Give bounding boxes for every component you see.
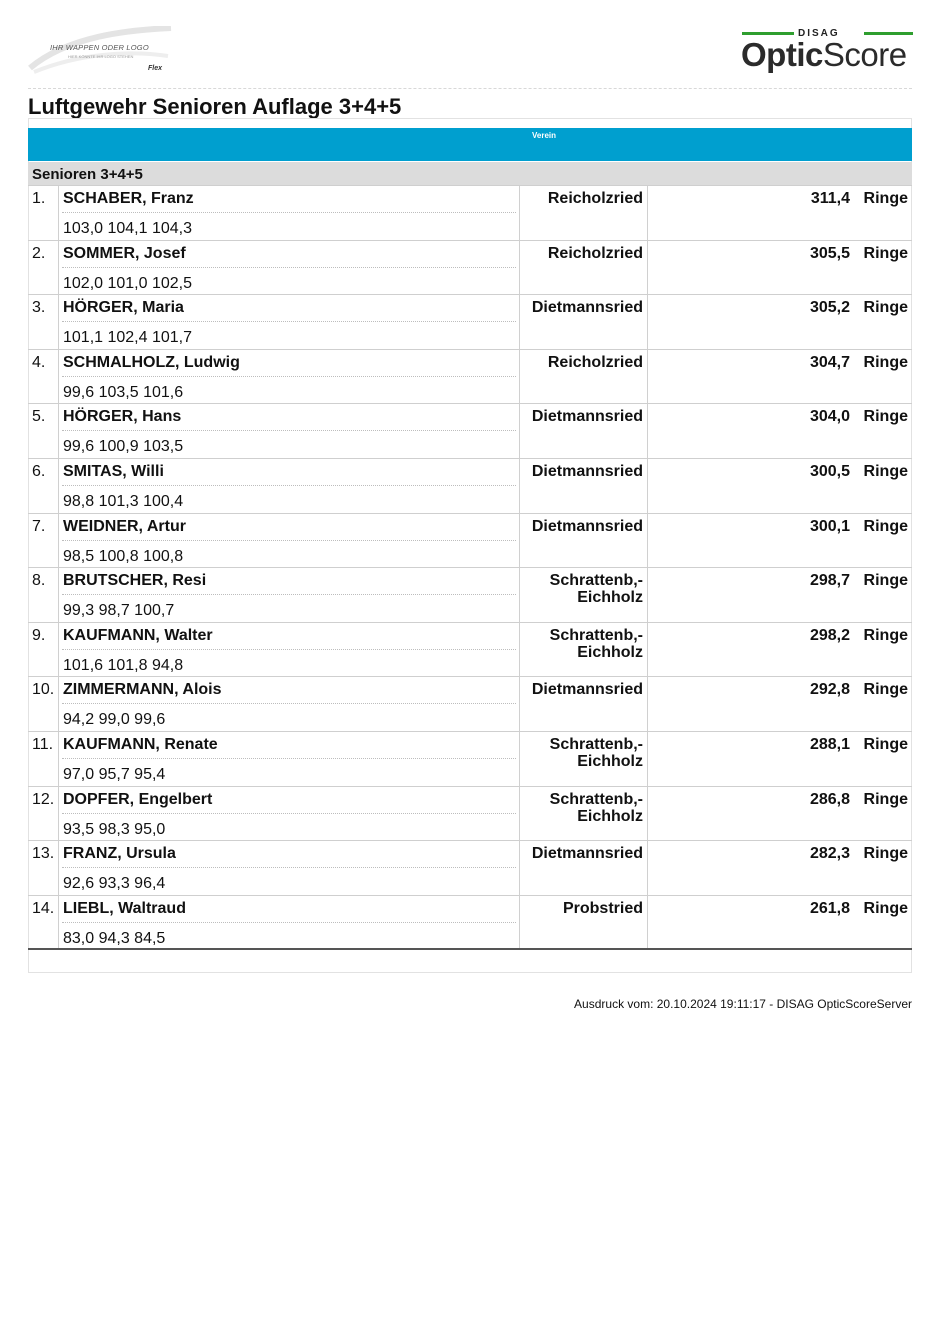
total-score: 292,8 — [809, 681, 850, 699]
shooter-name: KAUFMANN, Walter — [63, 626, 213, 644]
shooter-name: SMITAS, Willi — [63, 462, 164, 480]
score-unit: Ringe — [863, 845, 908, 863]
club-name: Probstried — [562, 899, 643, 917]
shooter-name: KAUFMANN, Renate — [63, 735, 218, 753]
score-cell — [648, 186, 912, 240]
dotted-separator — [62, 649, 516, 650]
print-footer: Ausdruck vom: 20.10.2024 19:11:17 - DISAG OpticScoreServer — [574, 997, 912, 1011]
total-score: 298,7 — [809, 572, 850, 590]
rank: 8. — [32, 572, 46, 590]
rank: 10. — [32, 681, 55, 699]
shooter-cell — [59, 514, 520, 568]
club-cell — [520, 677, 648, 731]
score-unit: Ringe — [863, 790, 908, 808]
shooter-cell — [59, 677, 520, 731]
club-cell — [520, 787, 648, 841]
score-cell — [648, 677, 912, 731]
score-cell — [648, 896, 912, 949]
rank: 7. — [32, 517, 46, 535]
table-row — [28, 186, 912, 241]
club-name: Reicholzried — [547, 353, 643, 371]
rank-cell — [28, 404, 59, 458]
table-row — [28, 350, 912, 405]
rank-cell — [28, 295, 59, 349]
score-cell — [648, 459, 912, 513]
club-cell — [520, 295, 648, 349]
club-name: Schrattenb,- Eichholz — [549, 572, 643, 607]
total-score: 305,2 — [809, 299, 850, 317]
disag-opticscore-logo — [740, 28, 915, 76]
total-score: 286,8 — [809, 790, 850, 808]
club-name: Dietmannsried — [531, 845, 643, 863]
series-scores: 92,6 93,3 96,4 — [63, 875, 166, 893]
shooter-name: WEIDNER, Artur — [63, 517, 186, 535]
club-cell — [520, 186, 648, 240]
table-row — [28, 241, 912, 296]
score-unit: Ringe — [863, 244, 908, 262]
shooter-name: HÖRGER, Maria — [63, 299, 184, 317]
table-row — [28, 732, 912, 787]
total-score: 282,3 — [809, 845, 850, 863]
rank: 11. — [32, 735, 54, 753]
club-cell — [520, 404, 648, 458]
dotted-separator — [62, 540, 516, 541]
dotted-separator — [62, 485, 516, 486]
table-row — [28, 677, 912, 732]
group-title: Senioren 3+4+5 — [32, 166, 143, 183]
table-row — [28, 514, 912, 569]
table-row — [28, 404, 912, 459]
group-header — [28, 162, 912, 186]
shooter-name: HÖRGER, Hans — [63, 408, 182, 426]
shooter-name: SCHMALHOLZ, Ludwig — [63, 353, 240, 371]
rank: 3. — [32, 299, 46, 317]
series-scores: 99,6 100,9 103,5 — [63, 438, 184, 456]
shooter-cell — [59, 841, 520, 895]
score-cell — [648, 787, 912, 841]
shooter-cell — [59, 623, 520, 677]
total-score: 304,7 — [809, 353, 850, 371]
dotted-separator — [62, 813, 516, 814]
logo-disag-text: DISAG — [798, 28, 840, 39]
total-score: 311,4 — [810, 190, 850, 207]
club-cell — [520, 732, 648, 786]
total-score: 300,1 — [809, 517, 850, 535]
club-cell — [520, 459, 648, 513]
club-name: Dietmannsried — [531, 681, 643, 699]
score-cell — [648, 350, 912, 404]
dotted-separator — [62, 212, 516, 213]
header-divider — [28, 88, 912, 89]
shooter-cell — [59, 732, 520, 786]
score-unit: Ringe — [863, 462, 908, 480]
shooter-name: BRUTSCHER, Resi — [63, 572, 207, 590]
series-scores: 101,1 102,4 101,7 — [63, 329, 193, 347]
rank-cell — [28, 841, 59, 895]
club-cell — [520, 350, 648, 404]
dotted-separator — [62, 867, 516, 868]
table-row — [28, 623, 912, 678]
series-scores: 98,5 100,8 100,8 — [63, 547, 184, 565]
rank-cell — [28, 459, 59, 513]
club-cell — [520, 568, 648, 622]
table-row — [28, 787, 912, 842]
rank-cell — [28, 350, 59, 404]
placeholder-logo — [28, 26, 173, 76]
table-row — [28, 295, 912, 350]
rank-cell — [28, 677, 59, 731]
series-scores: 103,0 104,1 104,3 — [63, 220, 193, 237]
dotted-separator — [62, 267, 516, 268]
shooter-name: SOMMER, Josef — [63, 244, 186, 262]
score-cell — [648, 841, 912, 895]
logo-line-3: Flex — [148, 65, 163, 72]
page-title: Luftgewehr Senioren Auflage 3+4+5 — [28, 94, 402, 119]
rank-cell — [28, 896, 59, 949]
score-unit: Ringe — [863, 408, 908, 426]
score-unit: Ringe — [863, 572, 908, 590]
score-cell — [648, 568, 912, 622]
rank-cell — [28, 241, 59, 295]
club-cell — [520, 241, 648, 295]
club-name: Reicholzried — [547, 244, 643, 262]
logo-line-2: HIER KÖNNTE IHR LOGO STEHEN — [68, 54, 134, 59]
table-row — [28, 459, 912, 514]
rank: 14. — [32, 899, 55, 917]
series-scores: 99,6 103,5 101,6 — [63, 383, 184, 401]
table-row — [28, 841, 912, 896]
series-scores: 93,5 98,3 95,0 — [63, 820, 166, 838]
dotted-separator — [62, 758, 516, 759]
rank: 6. — [32, 462, 46, 480]
rank-cell — [28, 514, 59, 568]
table-header — [28, 128, 912, 161]
dotted-separator — [62, 376, 516, 377]
shooter-cell — [59, 295, 520, 349]
shooter-cell — [59, 568, 520, 622]
series-scores: 102,0 101,0 102,5 — [63, 274, 193, 292]
score-unit: Ringe — [863, 299, 908, 317]
score-unit: Ringe — [863, 517, 908, 535]
rank-cell — [28, 623, 59, 677]
logo-line-1: IHR WAPPEN ODER LOGO — [50, 43, 149, 52]
rank-cell — [28, 732, 59, 786]
score-unit: Ringe — [863, 899, 908, 917]
score-unit: Ringe — [863, 735, 908, 753]
logo-bar-right — [864, 32, 913, 35]
score-unit: Ringe — [863, 353, 908, 371]
series-scores: 97,0 95,7 95,4 — [63, 765, 166, 783]
score-cell — [648, 404, 912, 458]
club-name: Schrattenb,- Eichholz — [549, 735, 643, 770]
score-cell — [648, 241, 912, 295]
total-score: 261,8 — [809, 899, 850, 917]
score-cell — [648, 514, 912, 568]
column-header-club: Verein — [532, 131, 557, 140]
shooter-cell — [59, 404, 520, 458]
score-cell — [648, 732, 912, 786]
rank: 4. — [32, 353, 46, 371]
series-scores: 98,8 101,3 100,4 — [63, 492, 184, 510]
club-name: Dietmannsried — [531, 462, 643, 480]
score-unit: Ringe — [863, 626, 908, 644]
shooter-name: FRANZ, Ursula — [63, 845, 176, 863]
results-list — [28, 186, 912, 950]
club-name: Dietmannsried — [531, 408, 643, 426]
table-row — [28, 568, 912, 623]
shooter-name: SCHABER, Franz — [63, 190, 194, 207]
club-cell — [520, 514, 648, 568]
rank: 12. — [32, 790, 55, 808]
total-score: 305,5 — [809, 244, 850, 262]
shooter-cell — [59, 241, 520, 295]
total-score: 304,0 — [809, 408, 850, 426]
score-unit: Ringe — [863, 190, 908, 207]
rank: 13. — [32, 845, 55, 863]
dotted-separator — [62, 321, 516, 322]
club-cell — [520, 841, 648, 895]
club-name: Dietmannsried — [531, 517, 643, 535]
dotted-separator — [62, 430, 516, 431]
shooter-name: ZIMMERMANN, Alois — [63, 681, 222, 699]
dotted-separator — [62, 922, 516, 923]
dotted-separator — [62, 594, 516, 595]
shooter-cell — [59, 896, 520, 949]
rank: 5. — [32, 408, 46, 426]
shooter-name: LIEBL, Waltraud — [63, 899, 186, 917]
total-score: 298,2 — [809, 626, 850, 644]
club-name: Reicholzried — [547, 190, 643, 207]
total-score: 288,1 — [809, 735, 850, 753]
shooter-cell — [59, 350, 520, 404]
rank: 1. — [32, 190, 46, 207]
club-name: Dietmannsried — [531, 299, 643, 317]
club-cell — [520, 896, 648, 949]
club-name: Schrattenb,- Eichholz — [549, 626, 643, 661]
shooter-cell — [59, 459, 520, 513]
shooter-cell — [59, 186, 520, 240]
club-cell — [520, 623, 648, 677]
rank-cell — [28, 568, 59, 622]
score-cell — [648, 295, 912, 349]
score-unit: Ringe — [863, 681, 908, 699]
dotted-separator — [62, 703, 516, 704]
score-cell — [648, 623, 912, 677]
table-row — [28, 896, 912, 951]
rank: 9. — [32, 626, 46, 644]
series-scores: 99,3 98,7 100,7 — [63, 602, 175, 620]
rank-cell — [28, 787, 59, 841]
club-name: Schrattenb,- Eichholz — [549, 790, 643, 825]
logo-bar-left — [742, 32, 794, 35]
rank-cell — [28, 186, 59, 240]
rank: 2. — [32, 244, 46, 262]
series-scores: 94,2 99,0 99,6 — [63, 711, 166, 729]
series-scores: 101,6 101,8 94,8 — [63, 656, 184, 674]
logo-brand: OpticScore — [741, 36, 907, 73]
series-scores: 83,0 94,3 84,5 — [63, 929, 166, 947]
total-score: 300,5 — [809, 462, 850, 480]
shooter-cell — [59, 787, 520, 841]
shooter-name: DOPFER, Engelbert — [63, 790, 213, 808]
